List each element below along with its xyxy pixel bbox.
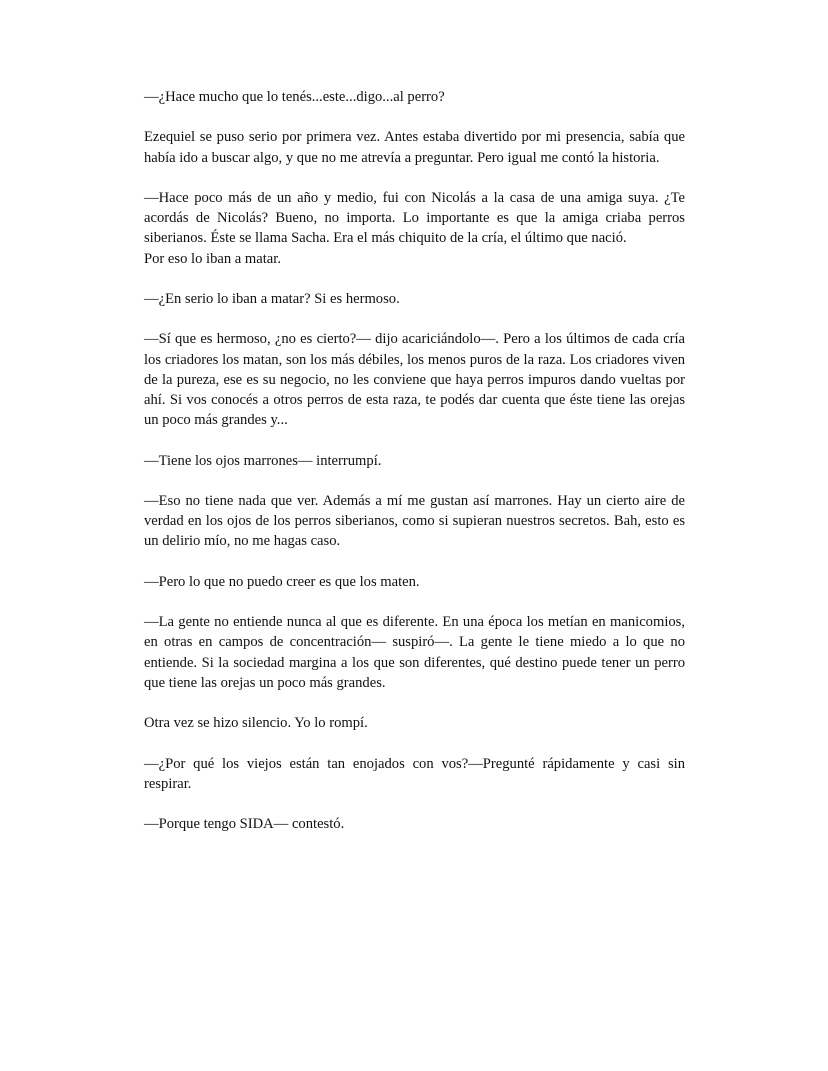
paragraph-10: Otra vez se hizo silencio. Yo lo rompí. — [144, 715, 368, 732]
paragraph-12: —Porque tengo SIDA— contestó. — [144, 816, 345, 833]
paragraph-3-last-line: Por eso lo iban a matar. — [144, 250, 281, 267]
paragraph-3 — [144, 188, 685, 269]
paragraph-2: Ezequiel se puso serio por primera vez. Antes estaba divertido por mi presencia, sabía que había ido a buscar algo, y que no me atrevía a preguntar. Pero igual me contó la historia. — [144, 129, 685, 166]
paragraph-6: —Tiene los ojos marrones— interrumpí. — [144, 452, 382, 469]
paragraph-3-body: —Hace poco más de un año y medio, fui con Nicolás a la casa de una amiga suya. ¿Te acordás de Nicolás? Bueno, no importa. Lo importante es que la amiga criaba perros siberianos. Éste se llama Sacha. Era el más chiquito de la cría, el último que nació. — [144, 189, 685, 247]
document-page — [144, 87, 685, 855]
paragraph-7: —Eso no tiene nada que ver. Además a mí me gustan así marrones. Hay un cierto aire de verdad en los ojos de los perros siberianos, como si supieran nuestros secretos. Bah, esto es un delirio mío, no me hagas caso. — [144, 492, 685, 550]
paragraph-5: —Sí que es hermoso, ¿no es cierto?— dijo acariciándolo—. Pero a los últimos de cada cría los criadores los matan, son los más débiles, los menos puros de la raza. Los criadores viven de la pureza, ese es su negocio, no les conviene que haya perros impuros dando vueltas por ahí. Si vos conocés a otros perros de esta raza, te podés dar cuenta que éste tiene las orejas un poco más grandes y... — [144, 331, 685, 429]
paragraph-8: —Pero lo que no puedo creer es que los maten. — [144, 573, 420, 590]
paragraph-4: —¿En serio lo iban a matar? Si es hermoso. — [144, 290, 400, 307]
paragraph-1: —¿Hace mucho que lo tenés...este...digo...al perro? — [144, 89, 445, 105]
paragraph-11: —¿Por qué los viejos están tan enojados con vos?—Pregunté rápidamente y casi sin respirar. — [144, 755, 685, 792]
paragraph-9: —La gente no entiende nunca al que es diferente. En una época los metían en manicomios, en otras en campos de concentración— suspiró—. La gente le tiene miedo a lo que no entiende. Si la sociedad margina a los que son diferentes, qué destino puede tener un perro que tiene las orejas un poco más grandes. — [144, 614, 685, 691]
